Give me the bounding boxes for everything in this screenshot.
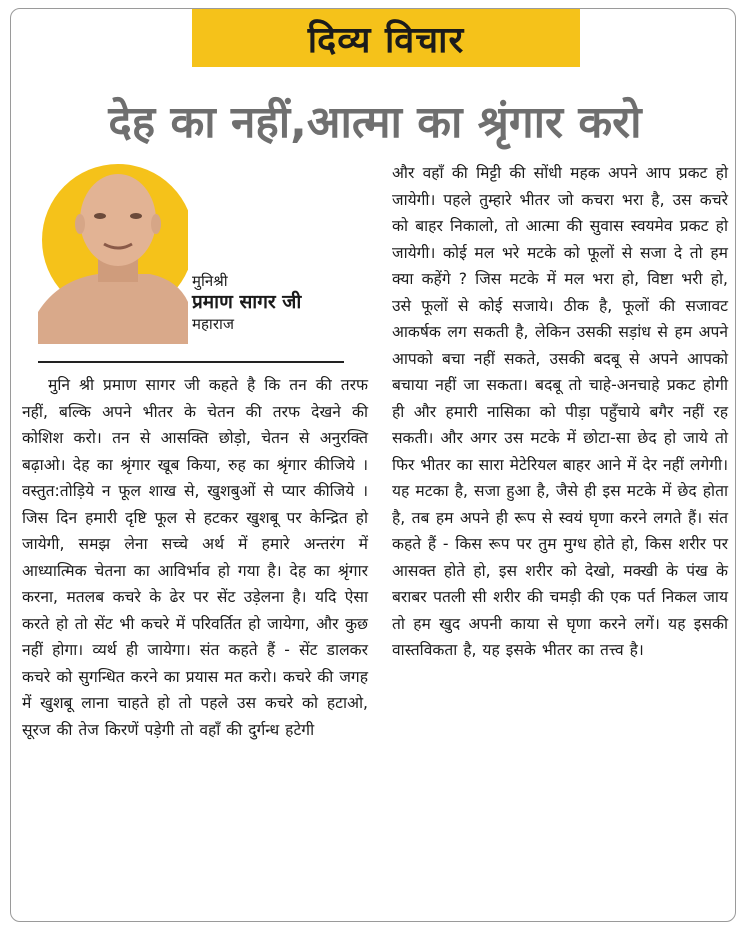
author-portrait: [38, 162, 188, 344]
portrait-head: [80, 174, 156, 266]
byline-prefix: मुनिश्री: [192, 272, 228, 290]
section-title: दिव्य विचार: [307, 19, 465, 61]
article-column-left: मुनि श्री प्रमाण सागर जी कहते है कि तन की तरफ नहीं, बल्कि अपने भीतर के चेतन की तरफ देखने की कोशिश करो। तन से आसक्ति छोड़ो, चेतन से अनुरक्ति बढ़ाओ। देह का श्रृंगार खूब किया, रुह का श्रृंगार कीजिये । वस्तुत:तोड़िये न फूल शाख से, खुशबुओं से प्यार कीजिये । जिस दिन हमारी दृष्टि फूल से हटकर खुशबू पर केन्द्रित हो जायेगी, समझ लेना सच्चे अर्थ में हमारे अन्तरंग में आध्यात्मिक चेतना का आविर्भाव हो गया है। देह का श्रृंगार करना, मतलब कचरे के ढेर पर सेंट उड़ेलना है। यदि ऐसा करते हो तो सेंट भी कचरे में परिवर्तित हो जायेगा, और कुछ नहीं होगा। व्यर्थ ही जायेगा। संत कहते हैं - सेंट डालकर कचरे को सुगन्धित करने का प्रयास मत करो। कचरे की जगह में खुशबू लाना चाहते हो तो पहले उस कचरे को हटाओ, सूरज की तेज किरणें पड़ेगी तो वहाँ की दुर्गन्ध हटेगी: [22, 376, 368, 739]
author-name: प्रमाण सागर जी: [192, 290, 302, 313]
article-column-right: और वहाँ की मिट्टी की सोंधी महक अपने आप प्रकट हो जायेगी। पहले तुम्हारे भीतर जो कचरा भरा है, उस कचरे को बाहर निकालो, तो आत्मा की सुवास स्वयमेव प्रकट हो जायेगी। कोई मल भरे मटके को फूलों से सजा दे तो हम क्या कहेंगे ? जिस मटके में मल भरा हो, विष्टा भरी हो, उसे फूलों से कोई सजाये। ठीक है, फूलों की सजावट आकर्षक लग सकती है, लेकिन उसकी सड़ांध से हम अपने आपको बचा नहीं सकते, उसकी बदबू से अपने आपको बचाया नहीं जा सकता। बदबू तो चाहे-अनचाहे प्रकट होगी ही और हमारी नासिका को पीड़ा पहुँचाये बगैर नहीं रह सकती। और अगर उस मटके में छोटा-सा छेद हो जाये तो फिर भीतर का सारा मेटेरियल बाहर आने में देर नहीं लगेगी। यह मटका है, सजा हुआ है, जैसे ही इस मटके में छेद होता है, तब हम अपने ही रूप से स्वयं घृणा करने लगते हैं। संत कहते हैं - किस रूप पर तुम मुग्ध होते हो, किस शरीर पर आसक्त होते हो, इस शरीर को देखो, मक्खी के पंख के बराबर पतली सी शरीर की चमड़ी की एक पर्त निकल जाय तो हम खुद अपनी काया से घृणा करने लगें। यह इसकी वास्तविकता है, यह इसके भीतर का तत्त्व है।: [392, 164, 728, 659]
divider-rule: [38, 361, 344, 363]
section-banner: [192, 9, 580, 67]
author-byline: [192, 272, 301, 333]
article-headline: देह का नहीं,आत्मा का श्रृंगार करो: [108, 97, 642, 148]
byline-suffix: महाराज: [192, 314, 234, 333]
